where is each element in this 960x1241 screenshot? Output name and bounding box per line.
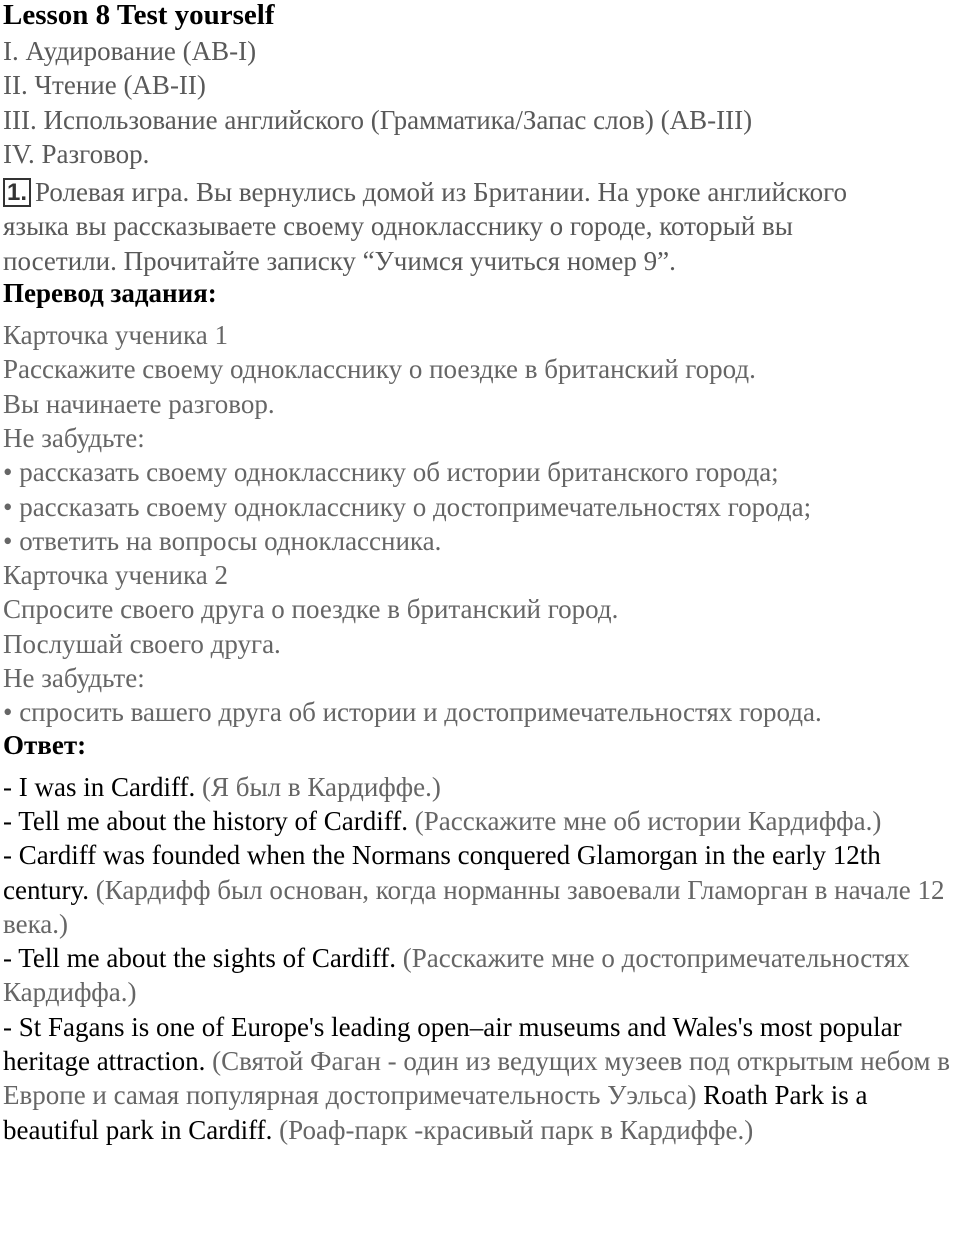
answer-russian: (Я был в Кардиффе.) <box>201 771 441 802</box>
answer-english: Roath Park is a beautiful park in Cardiff. <box>3 1080 868 1145</box>
translation-line: Карточка ученика 1 <box>3 320 228 351</box>
answer-english: - I was in Cardiff. <box>3 771 196 802</box>
answer-english: - Tell me about the history of Cardiff. <box>3 805 409 836</box>
section-item-speaking: IV. Разговор. <box>3 138 150 169</box>
answer-russian: (Расскажите мне об истории Кардиффа.) <box>414 805 882 836</box>
translation-bullet: • ответить на вопросы одноклассника. <box>3 525 442 556</box>
task-text-line-1: Ролевая игра. Вы вернулись домой из Британии. На уроке английского <box>35 177 848 208</box>
answer-russian: (Расскажите мне о достопримечательностях Кардиффа.) <box>3 943 910 1008</box>
translation-bullet: • рассказать своему однокласснику об истории британского города; <box>3 457 779 488</box>
translation-line: Не забудьте: <box>3 422 145 453</box>
answer-item <box>3 941 958 1010</box>
translation-line: Послушай своего друга. <box>3 628 281 659</box>
task-number-badge: 1. <box>3 178 31 207</box>
translation-line: Расскажите своему однокласснику о поездке в британский город. <box>3 354 756 385</box>
translation-bullet: • рассказать своему однокласснику о достопримечательностях города; <box>3 491 812 522</box>
translation-heading: Перевод задания: <box>3 278 217 309</box>
page-title: Lesson 8 Test yourself <box>3 0 275 31</box>
translation-line: Спросите своего друга о поездке в британский город. <box>3 594 619 625</box>
answer-russian: (Святой Фаган - один из ведущих музеев под открытым небом в Европе и самая популярная достопримечательность Уэльса) <box>3 1046 950 1111</box>
translation-line: Карточка ученика 2 <box>3 560 228 591</box>
translation-block <box>3 318 958 730</box>
answer-item <box>3 770 958 804</box>
translation-bullet: • спросить вашего друга об истории и достопримечательностях города. <box>3 697 822 728</box>
document-page <box>3 0 958 1147</box>
answer-english: - Cardiff was founded when the Normans conquered Glamorgan in the early 12th century. <box>3 840 881 905</box>
answer-english: - St Fagans is one of Europe's leading open–air museums and Wales's most popular heritage attraction. <box>3 1011 902 1077</box>
answer-heading: Ответ: <box>3 729 87 760</box>
section-item-listening: I. Аудирование (AB-I) <box>3 36 257 66</box>
translation-line: Не забудьте: <box>3 663 145 694</box>
task-line <box>3 175 958 209</box>
task-text-line-3: посетили. Прочитайте записку “Учимся учиться номер 9”. <box>3 245 676 276</box>
sections-list <box>3 34 958 171</box>
section-item-reading: II. Чтение (AB-II) <box>3 70 206 101</box>
answer-english: - Tell me about the sights of Cardiff. <box>3 943 397 974</box>
translation-line: Вы начинаете разговор. <box>3 388 275 419</box>
answer-russian: (Кардифф был основан, когда норманны завоевали Гламорган в начале 12 века.) <box>3 874 945 939</box>
task-block <box>3 175 958 278</box>
task-text-line-2: языка вы рассказываете своему однокласснику о городе, который вы <box>3 211 793 242</box>
answer-item <box>3 838 958 941</box>
answer-item <box>3 804 958 838</box>
answer-russian: (Роаф-парк -красивый парк в Кардиффе.) <box>279 1114 754 1145</box>
section-item-use-of-english: III. Использование английского (Грамматика/Запас слов) (AB-III) <box>3 104 753 135</box>
answer-block <box>3 770 958 1147</box>
answer-item <box>3 1010 958 1147</box>
